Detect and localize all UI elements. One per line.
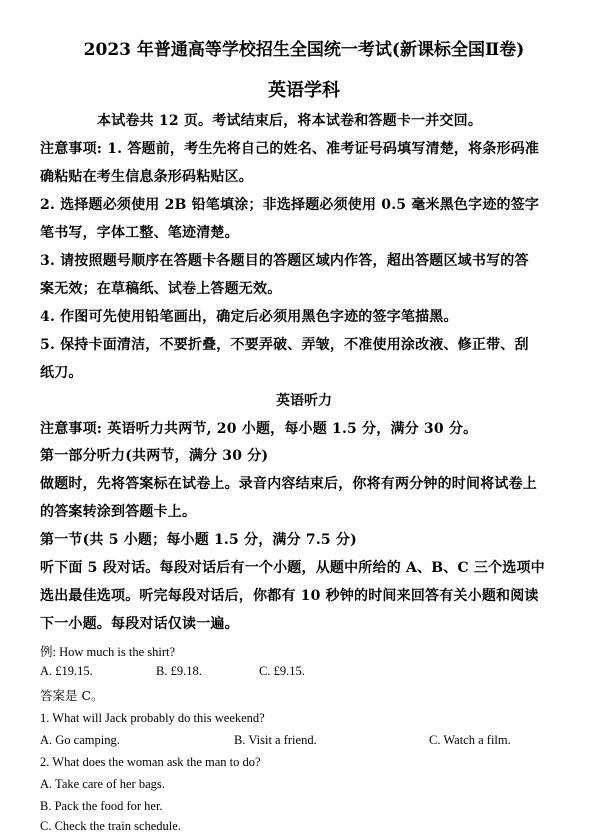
question-option: C. Watch a film. (429, 733, 511, 747)
note-line: 3. 请按照题号顺序在答题卡各题目的答题区域内作答，超出答题区域书写的答 (40, 253, 529, 269)
subject-title: 英语学科 (268, 80, 340, 101)
question-option: B. Visit a friend. (234, 733, 317, 747)
section1-line: 选出最佳选项。听完每段对话后，你都有 10 秒钟的时间来回答有关小题和阅读 (40, 588, 539, 604)
note-line: 案无效；在草稿纸、试卷上答题无效。 (40, 281, 282, 297)
note-line: 5. 保持卡面清洁，不要折叠，不要弄破、弄皱，不准使用涂改液、修正带、刮 (40, 337, 529, 353)
note-line: 笔书写，字体工整、笔迹清楚。 (40, 225, 239, 241)
example-answer: 答案是 C。 (40, 688, 104, 703)
exam-title: 2023 年普通高等学校招生全国统一考试(新课标全国Ⅱ卷) (83, 40, 525, 60)
note-line: 注意事项: 1. 答题前，考生先将自己的姓名、准考证号码填写清楚，将条形码准 (40, 141, 540, 157)
example-option: A. £19.15. (40, 664, 93, 678)
note-line: 2. 选择题必须使用 2B 铅笔填涂；非选择题必须使用 0.5 毫米黑色字迹的签字 (40, 197, 540, 213)
section1-title: 第一节(共 5 小题；每小题 1.5 分，满分 7.5 分) (40, 532, 357, 548)
example-option: C. £9.15. (259, 664, 305, 678)
question-option: C. Check the train schedule. (40, 819, 181, 833)
listening-heading: 英语听力 (276, 393, 332, 409)
question-text: 2. What does the woman ask the man to do? (40, 755, 261, 769)
intro-line: 本试卷共 12 页。考试结束后，将本试卷和答题卡一并交回。 (97, 113, 483, 129)
part1-line: 做题时，先将答案标在试卷上。录音内容结束后，你将有两分钟的时间将试卷上 (40, 476, 537, 492)
section1-line: 听下面 5 段对话。每段对话后有一个小题，从题中所给的 A、B、C 三个选项中 (40, 560, 545, 576)
section1-line: 下一小题。每段对话仅读一遍。 (40, 616, 239, 632)
question-text: 1. What will Jack probably do this weekend? (40, 711, 265, 725)
question-option: A. Go camping. (40, 733, 120, 747)
part1-title: 第一部分听力(共两节，满分 30 分) (40, 448, 269, 464)
part1-line: 的答案转涂到答题卡上。 (40, 504, 197, 520)
note-line: 确粘贴在考生信息条形码粘贴区。 (40, 169, 253, 185)
example-question: 例: How much is the shirt? (40, 645, 176, 659)
question-option: A. Take care of her bags. (40, 777, 165, 791)
question-option: B. Pack the food for her. (40, 799, 163, 813)
example-option: B. £9.18. (156, 664, 202, 678)
listening-note: 注意事项: 英语听力共两节, 20 小题，每小题 1.5 分，满分 30 分。 (40, 421, 478, 437)
note-line: 4. 作图可先使用铅笔画出，确定后必须用黑色字迹的签字笔描黑。 (40, 309, 458, 325)
note-line: 纸刀。 (40, 365, 83, 381)
